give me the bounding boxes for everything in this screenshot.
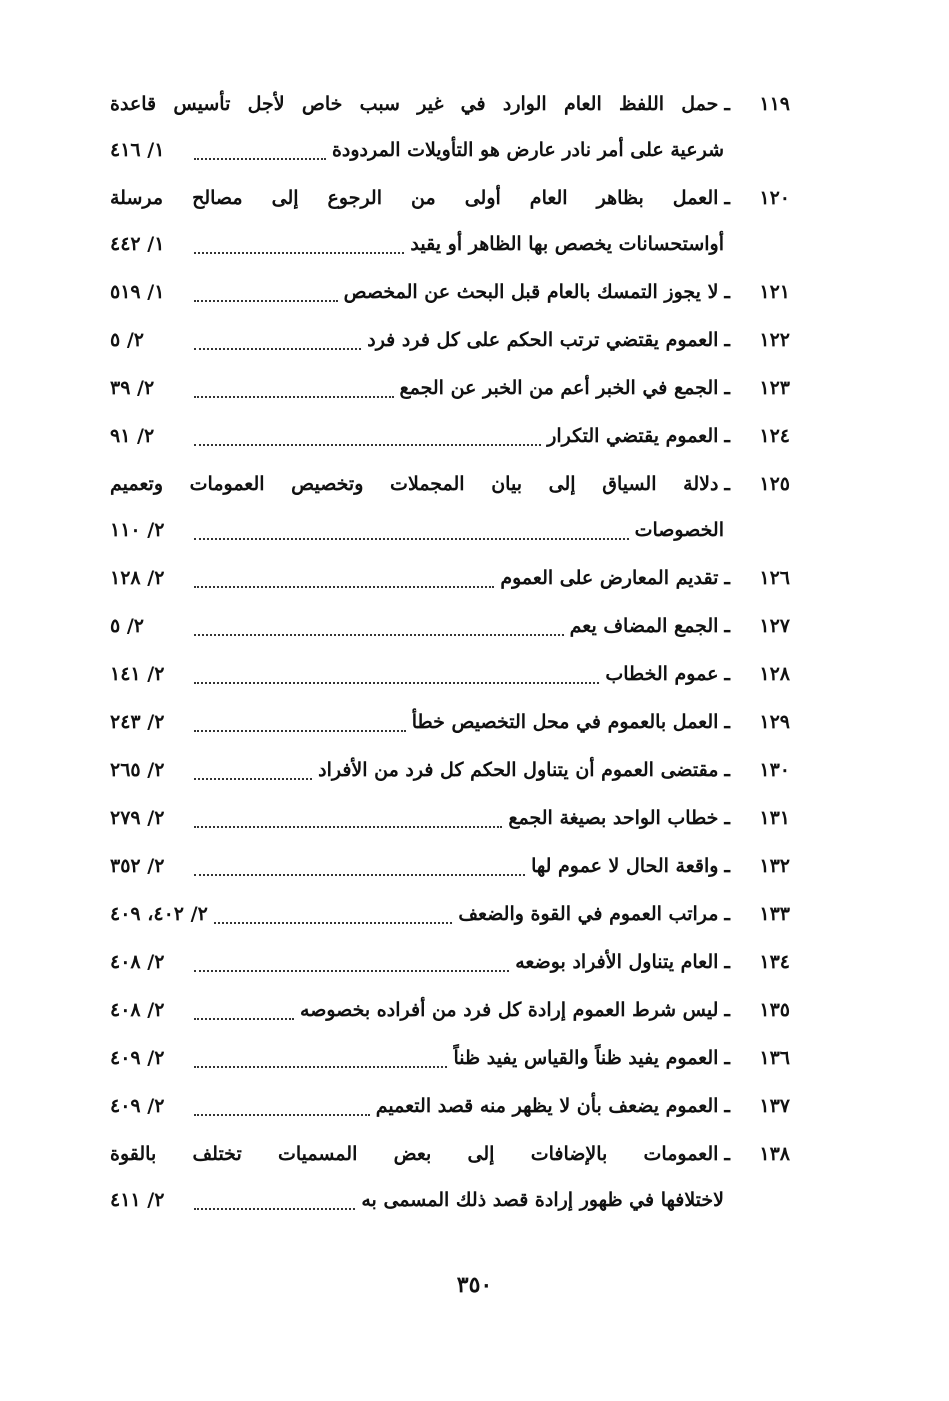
- index-entry: [110, 182, 790, 260]
- index-entry: [110, 610, 790, 642]
- index-entry: [110, 372, 790, 404]
- leader-dots: [194, 330, 361, 350]
- index-entry: [110, 324, 790, 356]
- index-entry: [110, 562, 790, 594]
- entry-number: ١٣٠: [759, 759, 790, 781]
- entry-line: [110, 1042, 790, 1074]
- page-reference: ٢/ ١١٠: [110, 519, 165, 541]
- entry-separator: ـ: [724, 855, 730, 877]
- entry-separator: ـ: [724, 377, 730, 399]
- entry-number: ١٢٣: [759, 377, 790, 399]
- index-entry: [110, 706, 790, 738]
- entry-text: تقديم المعارض على العموم: [500, 567, 719, 589]
- page-reference: ٢/ ٢٧٩: [110, 807, 165, 829]
- index-entry: [110, 468, 790, 546]
- entry-number: ١٣٣: [759, 903, 790, 925]
- leader-dots: [194, 1000, 294, 1020]
- entry-line: [110, 994, 790, 1026]
- entry-number: ١٣٦: [759, 1047, 790, 1069]
- entry-line: [110, 228, 790, 260]
- leader-dots: [194, 140, 326, 160]
- entry-separator: ـ: [724, 187, 730, 209]
- entry-line: [110, 134, 790, 166]
- leader-dots: [194, 520, 629, 540]
- index-entry: [110, 754, 790, 786]
- page-reference: ٢/ ٢٤٣: [110, 711, 165, 733]
- leader-dots: [194, 808, 502, 828]
- index-entry: [110, 276, 790, 308]
- entry-text: العام يتناول الأفراد بوضعه: [515, 951, 719, 973]
- entry-separator: ـ: [724, 999, 730, 1021]
- entry-text: العمل بظاهر العام أولى من الرجوع إلى مصالح مرسلة: [110, 187, 719, 209]
- index-entry: [110, 1090, 790, 1122]
- index-entry: [110, 1138, 790, 1216]
- index-entry: [110, 88, 790, 166]
- page-reference: ١/ ٤١٦: [110, 139, 165, 161]
- entry-text: أواستحسانات يخصص بها الظاهر أو يقيد: [410, 233, 724, 255]
- entry-separator: ـ: [724, 93, 730, 115]
- leader-dots: [194, 1190, 355, 1210]
- entry-number: ١٣٤: [759, 951, 790, 973]
- entry-text: شرعية على أمر نادر عارض هو التأويلات المردودة: [331, 139, 724, 161]
- page-reference: ١/ ٤٤٢: [110, 233, 165, 255]
- page-reference: ٢/ ٤١١: [110, 1189, 165, 1211]
- entry-text: الخصوصات: [634, 519, 724, 541]
- entry-line: [110, 1184, 790, 1216]
- entry-line: [110, 898, 790, 930]
- index-entry: [110, 898, 790, 930]
- page-reference: ٢/ ٩١: [110, 425, 155, 447]
- page-reference: ٢/ ٥: [110, 329, 144, 351]
- index-entry: [110, 994, 790, 1026]
- entry-text: ليس شرط العموم إرادة كل فرد من أفراده بخصوصه: [300, 999, 719, 1021]
- entry-number: ١٢٥: [759, 473, 790, 495]
- entry-number: ١٢٨: [759, 663, 790, 685]
- leader-dots: [194, 1048, 447, 1068]
- entry-number: ١٣١: [759, 807, 790, 829]
- entry-separator: ـ: [724, 1047, 730, 1069]
- leader-dots: [194, 378, 394, 398]
- entry-line: [110, 1090, 790, 1122]
- entry-text: الجمع المضاف يعم: [569, 615, 719, 637]
- index-entry: [110, 1042, 790, 1074]
- entry-number: ١٣٧: [759, 1095, 790, 1117]
- entry-number: ١١٩: [759, 93, 790, 115]
- page-reference: ٢/ ٥: [110, 615, 144, 637]
- entry-separator: ـ: [724, 663, 730, 685]
- leader-dots: [194, 664, 599, 684]
- entry-separator: ـ: [724, 711, 730, 733]
- entry-number: ١٢٠: [759, 187, 790, 209]
- entry-number: ١٣٢: [759, 855, 790, 877]
- entry-number: ١٢٢: [759, 329, 790, 351]
- entry-separator: ـ: [724, 1143, 730, 1165]
- page-reference: ١/ ٥١٩: [110, 281, 165, 303]
- entry-separator: ـ: [724, 951, 730, 973]
- entry-number: ١٢١: [759, 281, 790, 303]
- leader-dots: [194, 282, 338, 302]
- leader-dots: [214, 904, 453, 924]
- entry-separator: ـ: [724, 425, 730, 447]
- entry-line: [110, 1138, 790, 1170]
- entry-text: العموم يقتضي ترتب الحكم على كل فرد فرد: [367, 329, 719, 351]
- entry-line: [110, 562, 790, 594]
- entry-separator: ـ: [724, 759, 730, 781]
- entry-text: العموم يضعف بأن لا يظهر منه قصد التعميم: [375, 1095, 719, 1117]
- entry-separator: ـ: [724, 807, 730, 829]
- entry-separator: ـ: [724, 1095, 730, 1117]
- leader-dots: [194, 234, 404, 254]
- page-reference: ٢/ ٤٠٩: [110, 1047, 165, 1069]
- index-entry: [110, 850, 790, 882]
- index-entry: [110, 658, 790, 690]
- entry-text: مراتب العموم في القوة والضعف: [458, 903, 719, 925]
- entry-separator: ـ: [724, 281, 730, 303]
- entry-text: الجمع في الخبر أعم من الخبر عن الجمع: [399, 377, 719, 399]
- entry-line: [110, 850, 790, 882]
- leader-dots: [194, 616, 564, 636]
- entry-line: [110, 372, 790, 404]
- entry-line: [110, 754, 790, 786]
- page-reference: ٢/ ٤٠٨: [110, 999, 165, 1021]
- leader-dots: [194, 712, 406, 732]
- entry-text: العمل بالعموم في محل التخصيص خطأ: [411, 711, 719, 733]
- index-entry: [110, 420, 790, 452]
- entry-line: [110, 706, 790, 738]
- entry-text: العموم يفيد ظناً والقياس يفيد ظناً: [453, 1047, 719, 1069]
- entry-text: العمومات بالإضافات إلى بعض المسميات تختلف بالقوة: [110, 1143, 719, 1165]
- entry-number: ١٢٤: [759, 425, 790, 447]
- index-list: [110, 88, 790, 1232]
- entry-line: [110, 182, 790, 214]
- entry-text: حمل اللفظ العام الوارد في غير سبب خاص لأجل تأسيس قاعدة: [110, 93, 719, 115]
- leader-dots: [194, 426, 541, 446]
- leader-dots: [194, 568, 494, 588]
- leader-dots: [194, 856, 525, 876]
- entry-separator: ـ: [724, 615, 730, 637]
- entry-line: [110, 420, 790, 452]
- entry-number: ١٢٧: [759, 615, 790, 637]
- entry-line: [110, 88, 790, 120]
- page-reference: ٢/ ٤٠٩: [110, 1095, 165, 1117]
- page-number: ٣٥٠: [456, 1272, 493, 1298]
- entry-line: [110, 468, 790, 500]
- page-reference: ٢/ ٤٠٨: [110, 951, 165, 973]
- page-reference: ٢/ ١٢٨: [110, 567, 165, 589]
- entry-line: [110, 802, 790, 834]
- index-entry: [110, 802, 790, 834]
- page-reference: ٢/ ٣٩: [110, 377, 155, 399]
- entry-line: [110, 514, 790, 546]
- page-reference: ٢/ ٣٥٢: [110, 855, 165, 877]
- entry-text: لاختلافها في ظهور إرادة قصد ذلك المسمى به: [361, 1189, 724, 1211]
- leader-dots: [194, 760, 312, 780]
- entry-text: دلالة السياق إلى بيان المجملات وتخصيص العمومات وتعميم: [110, 473, 719, 495]
- leader-dots: [194, 952, 509, 972]
- page-reference: ٢/ ١٤١: [110, 663, 165, 685]
- page-reference: ٢/ ٤٠٢، ٤٠٩: [110, 903, 208, 925]
- entry-line: [110, 946, 790, 978]
- entry-number: ١٣٨: [759, 1143, 790, 1165]
- entry-text: واقعة الحال لا عموم لها: [531, 855, 719, 877]
- page-reference: ٢/ ٢٦٥: [110, 759, 165, 781]
- entry-line: [110, 610, 790, 642]
- entry-number: ١٣٥: [759, 999, 790, 1021]
- entry-number: ١٢٦: [759, 567, 790, 589]
- leader-dots: [194, 1096, 370, 1116]
- entry-text: العموم يقتضي التكرار: [547, 425, 719, 447]
- entry-separator: ـ: [724, 903, 730, 925]
- entry-line: [110, 324, 790, 356]
- entry-line: [110, 658, 790, 690]
- entry-number: ١٢٩: [759, 711, 790, 733]
- entry-separator: ـ: [724, 473, 730, 495]
- entry-separator: ـ: [724, 329, 730, 351]
- index-entry: [110, 946, 790, 978]
- entry-text: خطاب الواحد بصيغة الجمع: [508, 807, 719, 829]
- entry-text: لا يجوز التمسك بالعام قبل البحث عن المخصص: [343, 281, 719, 303]
- entry-text: مقتضى العموم أن يتناول الحكم كل فرد من الأفراد: [318, 759, 719, 781]
- entry-text: عموم الخطاب: [605, 663, 719, 685]
- entry-line: [110, 276, 790, 308]
- entry-separator: ـ: [724, 567, 730, 589]
